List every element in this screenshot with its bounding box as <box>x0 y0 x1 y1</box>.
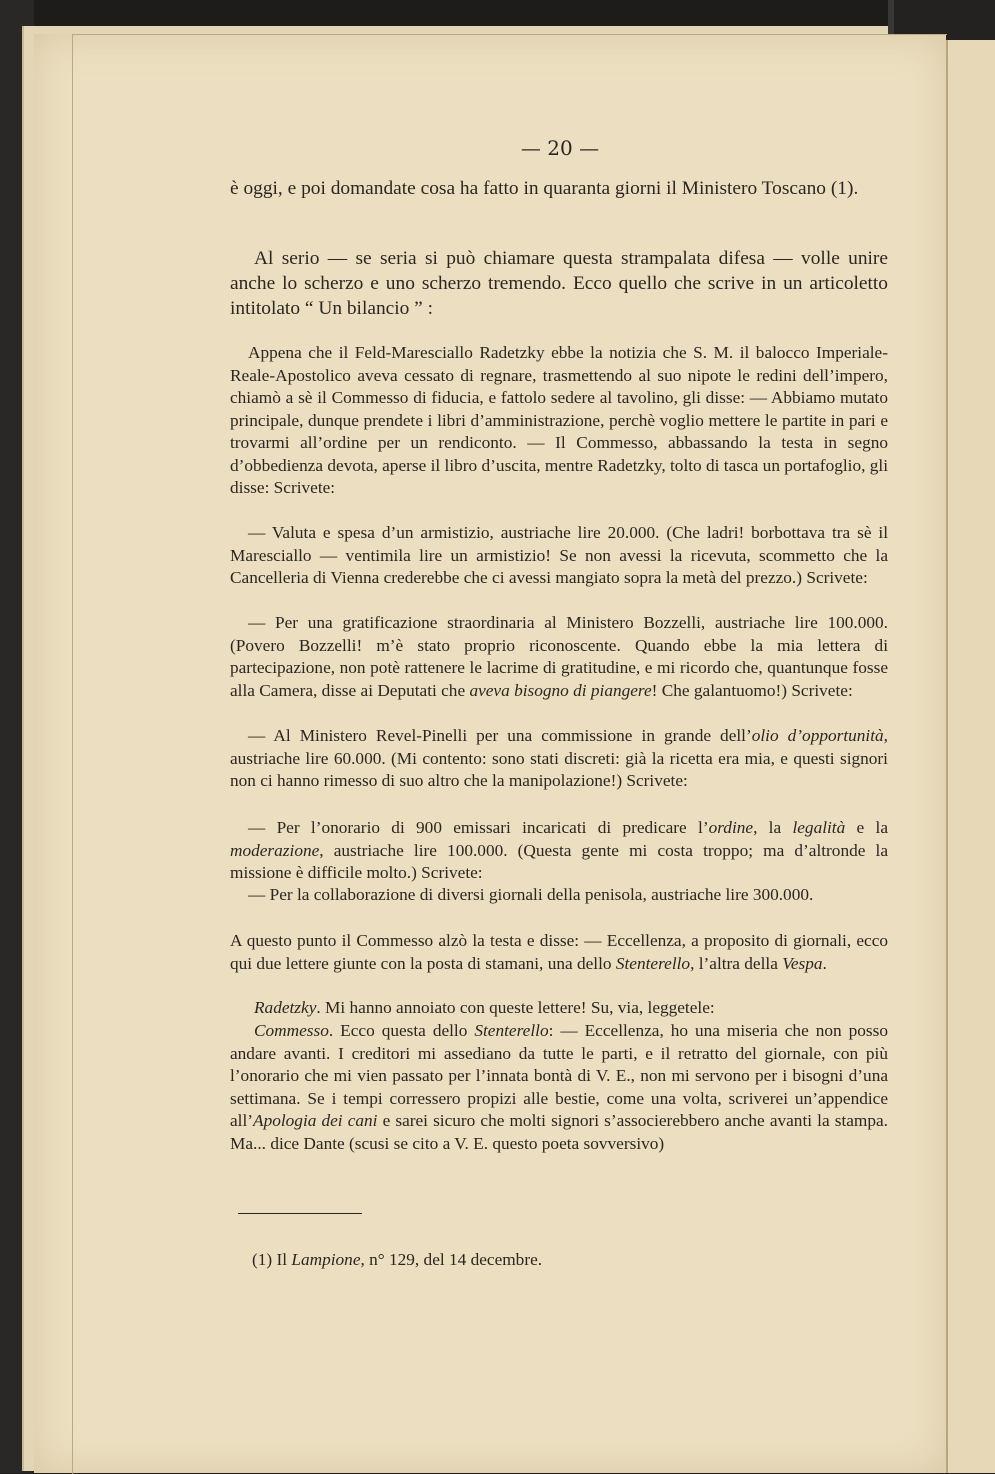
quote-paragraph-2 <box>230 522 888 590</box>
italic-phrase: Apologia dei cani <box>253 1111 378 1130</box>
quote-paragraph-7: A questo punto il Commesso alzò la testa e disse: — Eccellenza, a proposito di giornali, ecco qui due lettere giunte con la posta di stamani, una dello Stenterello, l’altra della Vespa. <box>230 931 888 973</box>
italic-title: Lampione <box>291 1250 361 1269</box>
italic-speaker: Radetzky <box>254 998 317 1017</box>
italic-phrase: ordine <box>708 818 754 837</box>
next-page-strip <box>946 40 995 1473</box>
italic-phrase: olio d’opportunità <box>751 726 884 745</box>
paragraph-text: — Valuta e spesa d’un armistizio, austriache lire 20.000. (Che ladri! borbottava tra sè il Maresciallo — ventimila lire un armistizio! Se non avessi la ricevuta, scommetto che la Cancelleria di Vienna crederebbe che ci avessi mangiato sopra la metà del prezzo.) Scrivete: <box>230 523 888 587</box>
italic-phrase: Stenterello <box>615 953 691 973</box>
italic-phrase: Stenterello <box>474 1021 549 1040</box>
paragraph-2 <box>230 246 888 321</box>
italic-phrase: Vespa <box>782 953 823 973</box>
quote-paragraph-4: — Al Ministero Revel-Pinelli per una commissione in grande dell’olio d’opportunità, austriache lire 60.000. (Mi contento: sono stati discreti: già la ricetta era mia, e questi signori non ci hanno rimesso di suo altro che la manipolazione!) Scrivete: <box>230 726 888 790</box>
page-number: — 20 — <box>520 136 600 160</box>
quote-paragraph-9: Commesso. Ecco questa dello Stenterello: — Eccellenza, ho una miseria che non posso andare avanti. I creditori mi assediano da tutte le parti, e il retratto del giornale, con più l’onorario che mi vien passato per l’innata bontà di V. E., non mi servono per i bisogni d’una settimana. Se i tempi corressero propizi alle bestie, come una volta, scriverei un’appendice all’Apologia dei cani e sarei sicuro che molti signori s’associerebbero anche avanti la stampa. Ma... dice Dante (scusi se cito a V. E. questo poeta sovversivo) <box>230 1021 888 1153</box>
italic-phrase: moderazione <box>230 840 320 860</box>
italic-speaker: Commesso <box>254 1021 329 1040</box>
paragraph-1 <box>230 176 888 201</box>
quote-paragraph-3: — Per una gratificazione straordinaria al Ministero Bozzelli, austriache lire 100.000. (Povero Bozzelli! m’è stato proprio riconoscente. Quando ebbe la mia lettera di partecipazione, non potè rattenere le lacrime di gratitudine, e mi ricordo che, quantunque fosse alla Camera, disse ai Deputati che aveva bisogno di piangere! Che galantuomo!) Scrivete: <box>230 613 888 700</box>
footnote-rule <box>238 1213 362 1214</box>
paragraph-text: Al serio — se seria si può chiamare questa strampalata difesa — volle unire anche lo scherzo e uno scherzo tremendo. Ecco quello che scrive in un articoletto intitolato “ Un bilancio ” : <box>230 248 888 319</box>
italic-phrase: aveva bisogno di piangere <box>469 680 652 700</box>
quote-paragraph-5: — Per l’onorario di 900 emissari incaricati di predicare l’ordine, la legalità e la moderazione, austriache lire 100.000. (Questa gente mi costa troppo; ma d’altronde la missione è difficile molto.) Scrivete: <box>230 818 888 882</box>
paragraph-text: Appena che il Feld-Maresciallo Radetzky ebbe la notizia che S. M. il balocco Imperiale-Reale-Apostolico aveva cessato di regnare, trasmettendo al suo nipote le redini dell’impero, chiamò a sè il Commesso di fiducia, e fattolo sedere al tavolino, gli disse: — Abbiamo mutato principale, dunque prendete i libri d’amministrazione, perchè voglio mettere le partite in pari e trovarmi all’ordine per un rendiconto. — Il Commesso, abbassando la testa in segno d’obbedienza devota, aperse il libro d’uscita, mentre Radetzky, tolto di tasca un portafoglio, gli disse: Scrivete: <box>230 343 888 497</box>
paragraph-text: è oggi, e poi domandate cosa ha fatto in quaranta giorni il Ministero Toscano (1). <box>230 178 859 199</box>
quote-paragraph-6: — Per la collaborazione di diversi giornali della penisola, austriache lire 300.000. <box>248 885 814 904</box>
italic-phrase: legalità <box>792 818 846 837</box>
quote-paragraph-8: Radetzky. Mi hanno annoiato con queste lettere! Su, via, leggetele: <box>254 998 715 1017</box>
quote-paragraph-1 <box>230 342 888 500</box>
footnote: (1) Il Lampione, n° 129, del 14 decembre. <box>252 1250 543 1269</box>
